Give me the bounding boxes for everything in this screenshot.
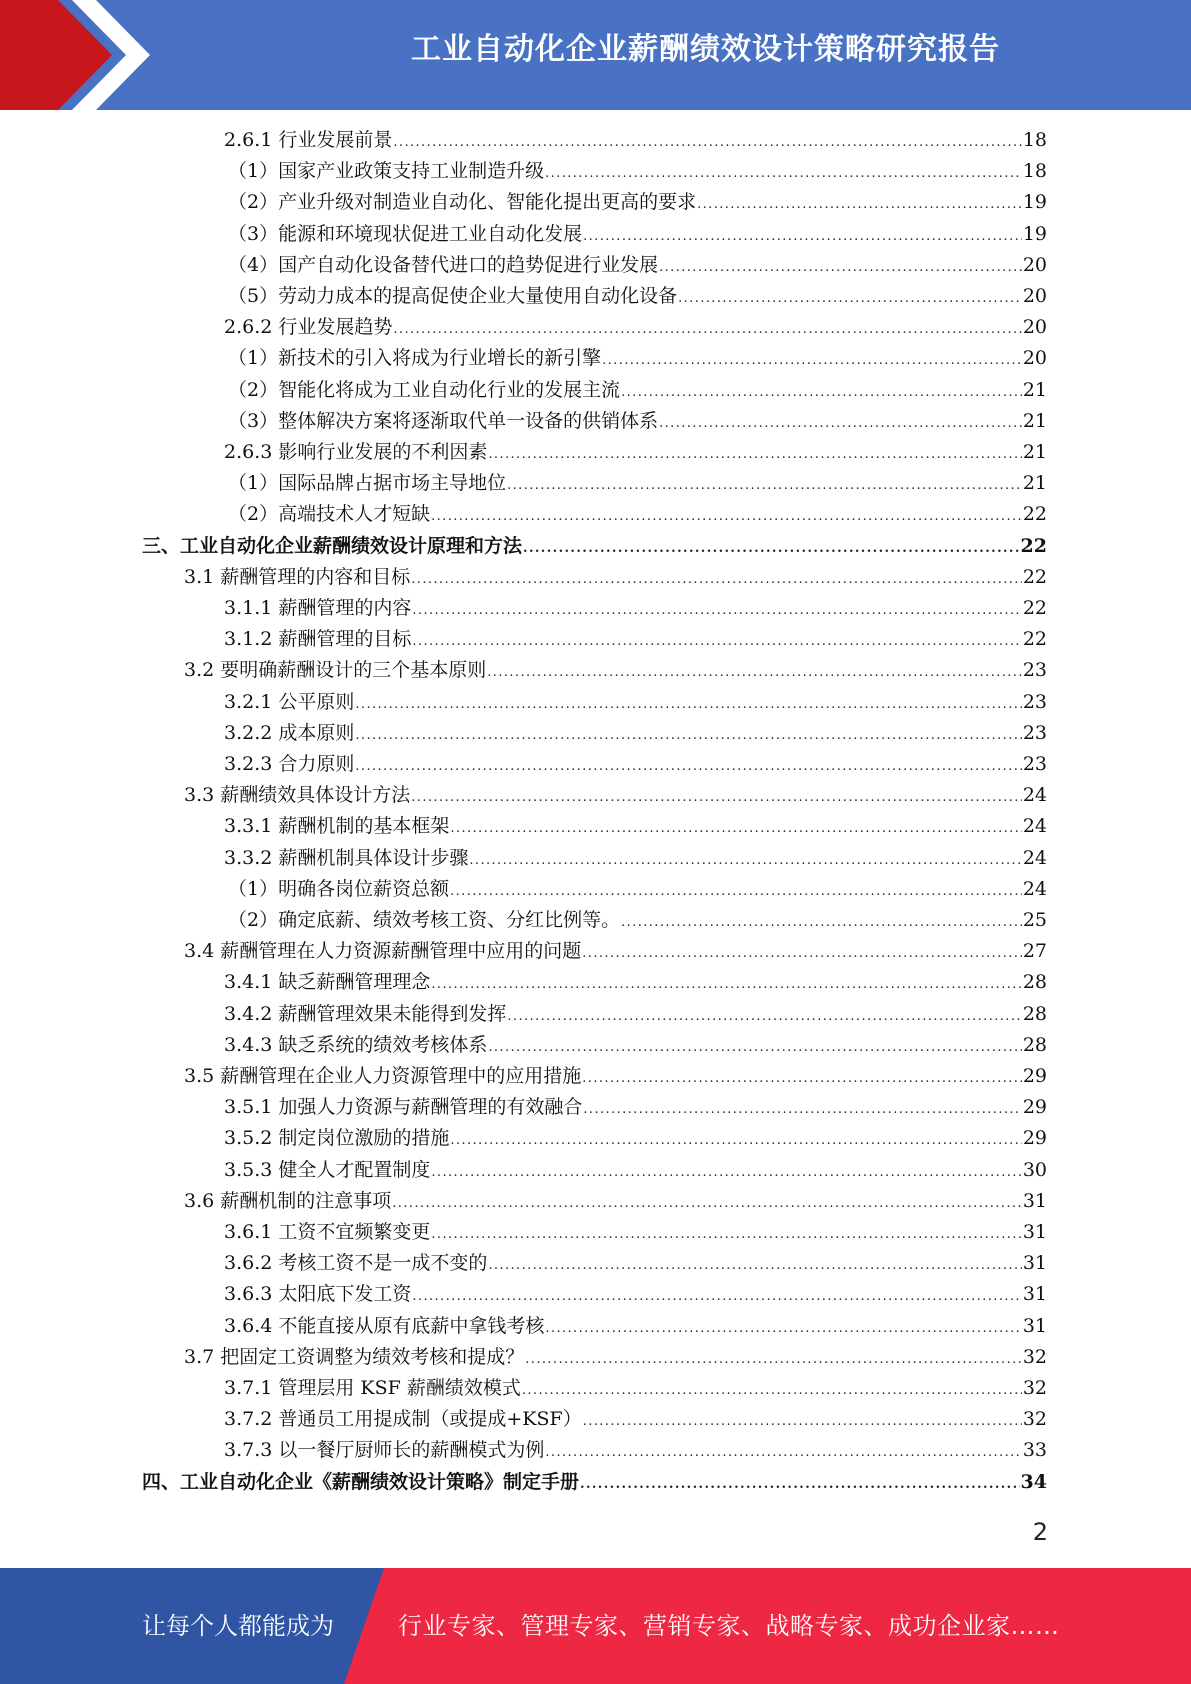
toc-entry[interactable] (228, 281, 1047, 312)
toc-entry[interactable] (224, 1248, 1047, 1279)
toc-entry[interactable] (184, 562, 1047, 593)
toc-entry-page: 31 (1022, 1314, 1047, 1337)
toc-entry-title: （2）确定底薪、绩效考核工资、分红比例等。 (228, 909, 621, 931)
toc-dot-leader (469, 843, 1021, 876)
toc-entry-title: （2）高端技术人才短缺 (228, 503, 431, 526)
toc-entry[interactable] (184, 1061, 1047, 1092)
toc-dot-leader (392, 1186, 1022, 1219)
toc-entry-title: （2）产业升级对制造业自动化、智能化提出更高的要求 (228, 191, 697, 214)
toc-entry-title: 3.6.1 工资不宜频繁变更 (224, 1221, 431, 1243)
toc-dot-leader (522, 1373, 1022, 1406)
toc-entry-page: 22 (1022, 597, 1047, 619)
toc-entry[interactable] (224, 437, 1047, 468)
toc-entry-title: 3.2.3 合力原则 (224, 753, 355, 775)
toc-entry-page: 21 (1022, 441, 1047, 463)
toc-entry-title: 3.2 要明确薪酬设计的三个基本原则 (184, 659, 487, 682)
toc-entry[interactable] (224, 593, 1047, 624)
toc-dot-leader (582, 936, 1022, 969)
toc-dot-leader (488, 1030, 1021, 1063)
toc-entry-page: 21 (1022, 378, 1047, 401)
toc-entry-title: （3）整体解决方案将逐渐取代单一设备的供销体系 (228, 409, 659, 432)
toc-entry-title: 3.1.2 薪酬管理的目标 (224, 628, 412, 651)
toc-dot-leader (523, 531, 1020, 564)
toc-entry[interactable] (224, 624, 1047, 655)
toc-entry-page: 22 (1022, 628, 1047, 651)
toc-entry-page: 28 (1022, 1033, 1047, 1056)
toc-entry-page: 20 (1022, 347, 1047, 370)
toc-entry[interactable] (224, 749, 1047, 780)
toc-entry-page: 21 (1022, 409, 1047, 432)
toc-entry-title: 3.6 薪酬机制的注意事项 (184, 1189, 392, 1212)
toc-entry[interactable] (228, 219, 1047, 250)
toc-entry-page: 31 (1022, 1283, 1047, 1306)
toc-entry-page: 19 (1022, 191, 1047, 214)
toc-entry-title: （4）国产自动化设备替代进口的趋势促进行业发展 (228, 253, 659, 276)
toc-entry-title: 3.6.3 太阳底下发工资 (224, 1283, 412, 1306)
toc-dot-leader (525, 1342, 1022, 1375)
toc-entry-title: （3）能源和环境现状促进工业自动化发展 (228, 222, 583, 245)
toc-dot-leader (488, 437, 1021, 470)
toc-dot-leader (450, 1123, 1021, 1156)
toc-entry[interactable] (224, 999, 1047, 1030)
toc-dot-leader (583, 1092, 1021, 1125)
toc-entry-title: 3.1.1 薪酬管理的内容 (224, 597, 412, 619)
toc-entry-title: （2）智能化将成为工业自动化行业的发展主流 (228, 378, 621, 401)
toc-entry[interactable] (224, 1311, 1047, 1342)
toc-entry-title: 3.6.4 不能直接从原有底薪中拿钱考核 (224, 1314, 545, 1337)
toc-entry-page: 24 (1022, 815, 1047, 838)
toc-entry-page: 19 (1022, 222, 1047, 245)
toc-entry[interactable] (224, 967, 1047, 998)
toc-entry[interactable] (224, 843, 1047, 874)
toc-entry-title: （1）新技术的引入将成为行业增长的新引擎 (228, 347, 602, 370)
toc-dot-leader (431, 499, 1022, 532)
toc-entry-title: 3.2.1 公平原则 (224, 690, 355, 713)
toc-entry-title: 3.5 薪酬管理在企业人力资源管理中的应用措施 (184, 1065, 582, 1087)
toc-dot-leader (412, 624, 1021, 657)
toc-entry[interactable] (224, 1155, 1047, 1186)
toc-entry-title: 2.6.1 行业发展前景 (224, 129, 393, 151)
toc-entry[interactable] (224, 811, 1047, 842)
page-header (0, 0, 1191, 110)
toc-dot-leader (411, 562, 1022, 595)
toc-entry-title: 3.7 把固定工资调整为绩效考核和提成？ (184, 1345, 525, 1368)
footer-slogan-left: 让每个人都能成为 (142, 1612, 334, 1640)
toc-dot-leader (393, 312, 1021, 345)
toc-entry[interactable] (224, 1092, 1047, 1123)
toc-entry[interactable] (228, 250, 1047, 281)
toc-entry-page: 29 (1022, 1127, 1047, 1150)
toc-dot-leader (412, 1279, 1021, 1312)
toc-entry-page: 18 (1022, 129, 1047, 151)
toc-dot-leader (411, 780, 1022, 813)
toc-entry[interactable] (184, 780, 1047, 811)
toc-entry-title: 3.7.1 管理层用 KSF 薪酬绩效模式 (224, 1377, 521, 1399)
toc-dot-leader (659, 250, 1022, 283)
toc-entry-title: 3.5.3 健全人才配置制度 (224, 1158, 431, 1181)
toc-entry[interactable] (224, 718, 1047, 749)
toc-entry[interactable] (184, 655, 1047, 686)
toc-entry-page: 22 (1022, 565, 1047, 588)
toc-entry-title: 3.6.2 考核工资不是一成不变的 (224, 1252, 488, 1275)
toc-entry[interactable] (228, 874, 1047, 905)
toc-entry[interactable] (228, 905, 1047, 936)
toc-entry-title: 2.6.2 行业发展趋势 (224, 316, 393, 339)
toc-entry-title: 3.4.3 缺乏系统的绩效考核体系 (224, 1033, 488, 1056)
toc-entry-title: 3.1 薪酬管理的内容和目标 (184, 565, 411, 588)
toc-dot-leader (545, 1435, 1021, 1468)
toc-dot-leader (488, 1248, 1021, 1281)
toc-dot-leader (431, 967, 1021, 1000)
toc-entry-title: （5）劳动力成本的提高促使企业大量使用自动化设备 (228, 285, 678, 307)
toc-entry-page: 22 (1020, 534, 1047, 557)
toc-entry-title: 3.4.1 缺乏薪酬管理理念 (224, 971, 431, 994)
toc-entry-title: （1）明确各岗位薪资总额 (228, 877, 450, 900)
toc-entry-title: 2.6.3 影响行业发展的不利因素 (224, 441, 488, 463)
toc-entry-title: 3.2.2 成本原则 (224, 721, 355, 744)
toc-entry-page: 29 (1022, 1096, 1047, 1119)
toc-dot-leader (507, 468, 1022, 501)
toc-entry-page: 32 (1022, 1377, 1047, 1399)
toc-entry[interactable] (224, 125, 1047, 156)
toc-entry-title: 3.7.2 普通员工用提成制（或提成+KSF） (224, 1408, 582, 1431)
toc-entry-page: 20 (1022, 285, 1047, 307)
toc-dot-leader (412, 593, 1021, 626)
toc-entry-title: 3.4.2 薪酬管理效果未能得到发挥 (224, 1002, 507, 1025)
toc-dot-leader (450, 874, 1022, 907)
toc-dot-leader (545, 156, 1022, 189)
toc-entry-page: 20 (1022, 316, 1047, 339)
toc-entry-page: 25 (1022, 909, 1047, 931)
toc-entry-page: 34 (1020, 1470, 1047, 1493)
toc-entry[interactable] (224, 1217, 1047, 1248)
toc-dot-leader (355, 687, 1021, 720)
toc-entry[interactable] (224, 1435, 1047, 1466)
header-arrow-decoration (0, 0, 160, 110)
toc-entry[interactable] (228, 156, 1047, 187)
toc-dot-leader (602, 343, 1022, 376)
toc-entry[interactable] (228, 406, 1047, 437)
toc-entry[interactable] (142, 1467, 1047, 1498)
toc-entry-title: 3.7.3 以一餐厅厨师长的薪酬模式为例 (224, 1439, 545, 1462)
toc-entry-page: 23 (1022, 753, 1047, 775)
toc-entry-page: 23 (1022, 690, 1047, 713)
toc-dot-leader (545, 1311, 1021, 1344)
toc-entry[interactable] (224, 687, 1047, 718)
toc-entry-title: 3.3.1 薪酬机制的基本框架 (224, 815, 450, 838)
page-number: 2 (1032, 1518, 1048, 1546)
toc-entry[interactable] (224, 1123, 1047, 1154)
toc-entry-title: （1）国家产业政策支持工业制造升级 (228, 160, 545, 183)
toc-entry-title: （1）国际品牌占据市场主导地位 (228, 472, 507, 495)
toc-dot-leader (582, 1061, 1022, 1094)
toc-entry-page: 23 (1022, 659, 1047, 682)
toc-dot-leader (583, 1404, 1022, 1437)
page-footer (0, 1568, 1191, 1684)
toc-dot-leader (431, 1217, 1021, 1250)
toc-entry-page: 28 (1022, 971, 1047, 994)
toc-dot-leader (580, 1467, 1020, 1500)
toc-dot-leader (450, 811, 1021, 844)
toc-entry-page: 31 (1022, 1221, 1047, 1243)
toc-entry-title: 3.5.1 加强人力资源与薪酬管理的有效融合 (224, 1096, 583, 1119)
toc-dot-leader (583, 219, 1022, 252)
toc-entry-page: 32 (1022, 1408, 1047, 1431)
toc-entry-page: 27 (1022, 940, 1047, 963)
toc-entry[interactable] (224, 312, 1047, 343)
toc-entry[interactable] (224, 1030, 1047, 1061)
toc-entry[interactable] (184, 936, 1047, 967)
toc-entry-page: 24 (1022, 846, 1047, 869)
toc-entry[interactable] (224, 1373, 1047, 1404)
toc-entry[interactable] (224, 1404, 1047, 1435)
toc-entry-title: 3.3.2 薪酬机制具体设计步骤 (224, 846, 469, 869)
toc-entry-title: 三、工业自动化企业薪酬绩效设计原理和方法 (142, 534, 523, 557)
toc-dot-leader (355, 718, 1021, 751)
footer-slogan-right: 行业专家、管理专家、营销专家、战略专家、成功企业家…… (398, 1612, 1060, 1640)
toc-entry-page: 32 (1022, 1345, 1047, 1368)
toc-dot-leader (621, 905, 1022, 938)
toc-entry-title: 3.3 薪酬绩效具体设计方法 (184, 784, 411, 807)
toc-entry-page: 28 (1022, 1002, 1047, 1025)
toc-entry-page: 22 (1022, 503, 1047, 526)
toc-entry[interactable] (228, 468, 1047, 499)
toc-entry[interactable] (228, 499, 1047, 530)
toc-entry-page: 30 (1022, 1158, 1047, 1181)
toc-entry[interactable] (224, 1279, 1047, 1310)
toc-entry[interactable] (184, 1186, 1047, 1217)
toc-entry[interactable] (184, 1342, 1047, 1373)
toc-dot-leader (507, 999, 1021, 1032)
toc-entry-page: 21 (1022, 472, 1047, 495)
toc-dot-leader (697, 187, 1022, 220)
toc-entry[interactable] (228, 375, 1047, 406)
toc-entry-page: 29 (1022, 1065, 1047, 1087)
toc-dot-leader (487, 655, 1022, 688)
toc-entry[interactable] (142, 531, 1047, 562)
toc-entry-page: 24 (1022, 784, 1047, 807)
toc-dot-leader (355, 749, 1021, 782)
toc-entry-title: 3.4 薪酬管理在人力资源薪酬管理中应用的问题 (184, 940, 582, 963)
toc-entry-title: 四、工业自动化企业《薪酬绩效设计策略》制定手册 (142, 1470, 580, 1493)
toc-entry-title: 3.5.2 制定岗位激励的措施 (224, 1127, 450, 1150)
toc-entry-page: 23 (1022, 721, 1047, 744)
toc-dot-leader (678, 281, 1022, 314)
toc-dot-leader (393, 125, 1021, 158)
toc-entry-page: 20 (1022, 253, 1047, 276)
toc-entry-page: 33 (1022, 1439, 1047, 1462)
toc-entry-page: 18 (1022, 160, 1047, 183)
report-title: 工业自动化企业薪酬绩效设计策略研究报告 (411, 32, 1000, 67)
toc-entry[interactable] (228, 343, 1047, 374)
toc-dot-leader (431, 1155, 1021, 1188)
toc-entry-page: 31 (1022, 1189, 1047, 1212)
toc-dot-leader (621, 375, 1022, 408)
toc-dot-leader (659, 406, 1022, 439)
toc-entry-page: 24 (1022, 877, 1047, 900)
toc-entry[interactable] (228, 187, 1047, 218)
toc-entry-page: 31 (1022, 1252, 1047, 1275)
